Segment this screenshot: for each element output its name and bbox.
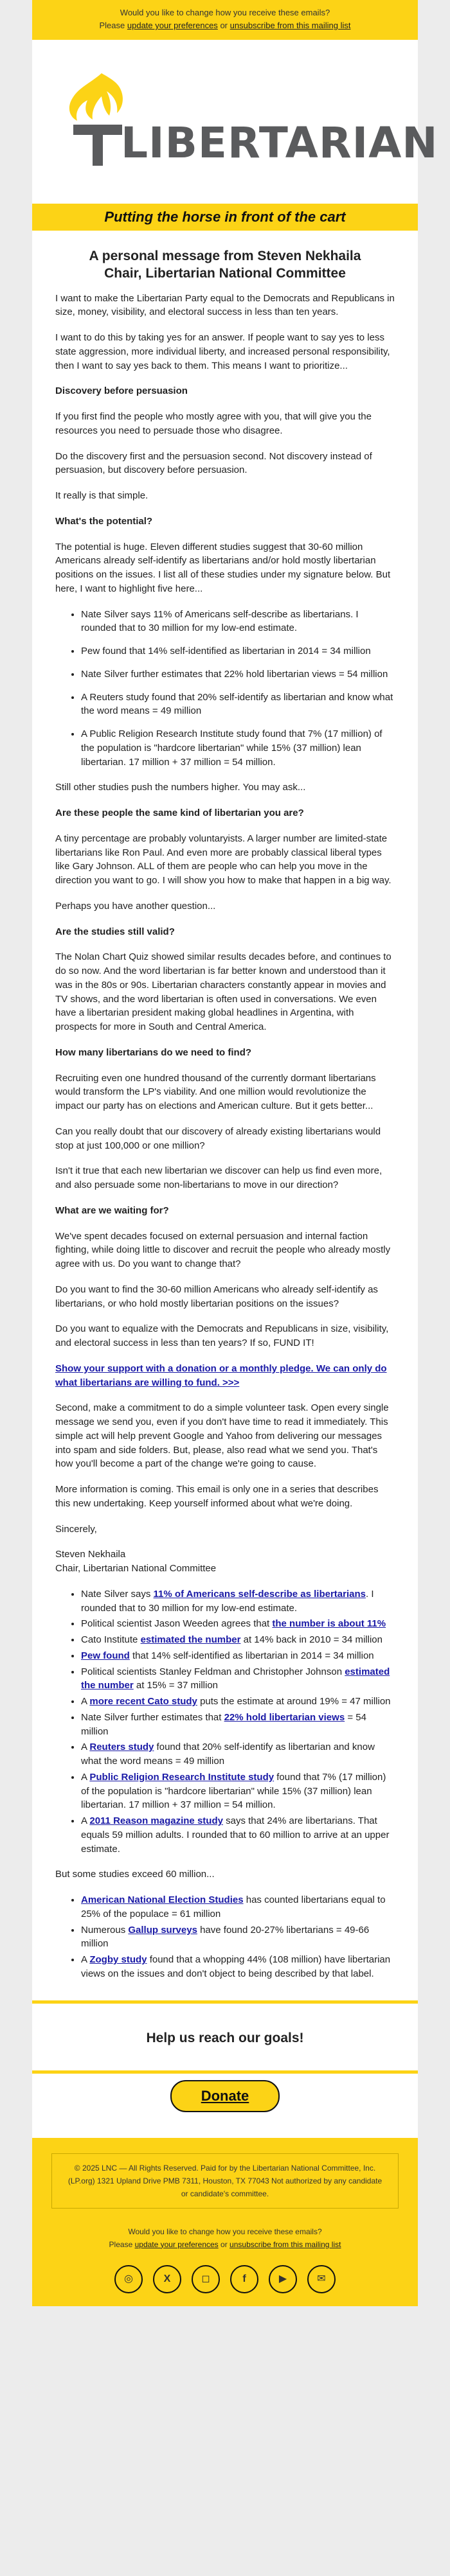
paragraph: Perhaps you have another question... bbox=[55, 900, 216, 912]
instagram-icon[interactable]: ◻ bbox=[192, 2265, 220, 2293]
study-source-link[interactable]: more recent Cato study bbox=[89, 1696, 197, 1707]
study-item: • Nate Silver further estimates that 22% hold libertarian views = 54 million bbox=[81, 1711, 395, 1739]
footer-preferences-question: Would you like to change how you receive these emails? bbox=[128, 2227, 322, 2236]
highlight-study-list bbox=[55, 608, 395, 770]
study-item: • A Public Religion Research Institute study found that 7% (17 million) of the population is "hardcore libertarian" while 15% (37 million) lean libertarian. 17 million + 37 million = 54 million. bbox=[81, 1770, 395, 1812]
paragraph: If you first find the people who mostly agree with you, that will give you the resources you need to persuade those who disagree. bbox=[55, 411, 372, 436]
paragraph: I want to make the Libertarian Party equal to the Democrats and Republicans in size, money, visibility, and electoral success in less than ten years. bbox=[55, 292, 395, 318]
email-container bbox=[32, 0, 438, 2306]
section-heading: Are the studies still valid? bbox=[55, 926, 175, 937]
section-heading: How many libertarians do we need to find? bbox=[55, 1046, 252, 1058]
footer-unsubscribe-link[interactable]: unsubscribe from this mailing list bbox=[230, 2239, 341, 2249]
signature bbox=[55, 1548, 395, 1576]
x-icon[interactable]: X bbox=[153, 2265, 181, 2293]
study-source-link[interactable]: 11% of Americans self-describe as libertarians bbox=[153, 1588, 366, 1600]
studies-list-exceed bbox=[55, 1893, 395, 1981]
facebook-icon[interactable]: f bbox=[230, 2265, 258, 2293]
paragraph: The potential is huge. Eleven different studies suggest that 30-60 million Americans already self-identify as libertarians and/or hold mostly libertarian positions on the issues. I list all of these studies under my signature below. But here, I want to highlight five here... bbox=[55, 541, 391, 594]
section-heading: What's the potential? bbox=[55, 515, 153, 527]
list-item: • A Public Religion Research Institute study found that 7% (17 million) of the population is "hardcore libertarian" while 15% (37 million) lean libertarian. 17 million + 37 million = 54 million. bbox=[81, 727, 395, 769]
study-item: • American National Election Studies has counted libertarians equal to 25% of the populace = 61 million bbox=[81, 1893, 395, 1921]
signature-title: Chair, Libertarian National Committee bbox=[55, 1563, 217, 1575]
section-heading: Discovery before persuasion bbox=[55, 385, 188, 397]
donate-section bbox=[32, 2070, 418, 2138]
paragraph: The Nolan Chart Quiz showed similar results decades before, and continues to do so now. And the word libertarian is far better known and understood than it was in the 80s or 90s. Libertarian characters constantly appear in movies and TV shows, and the word libertarian is often used in conversations. We even have a libertarian president making global headlines in Argentina, with prospects for more in South and Central America. bbox=[55, 951, 392, 1033]
footer: © 2025 LNC — All Rights Reserved. Paid for by the Libertarian National Committee, Inc. (LP.org) 1321 Upland Drive PMB 7311, Houston, TX 77043 Not authorized by any candidate or candidate's committee. Would you like to change how you receive these emails? Please update your preferences or unsubscribe from this mailing list ◎ X ◻ f ▶ ✉ bbox=[32, 2138, 418, 2306]
top-preferences-bar: Would you like to change how you receive these emails? Please update your preferences or unsubscribe from this mailing list bbox=[32, 0, 418, 40]
paragraph: A tiny percentage are probably voluntaryists. A larger number are limited-state libertarians like Ron Paul. And even more are probably classical liberal types like Gary Johnson. ALL of them are people who can help you move in the direction you want to go. I will show you how to make that happen in a big way. bbox=[55, 833, 392, 887]
paragraph: Do you want to equalize with the Democrats and Republicans in size, visibility, and electoral success in less than ten years? If so, FUND IT! bbox=[55, 1323, 389, 1349]
paragraph: Second, make a commitment to do a simple volunteer task. Open every single message we send you, even if you don't have time to read it immediately. This simple act will help prevent Google and Yahoo from delivering our messages into spam and side folders. But, please, also read what we send you. That's how you'll become a part of the change we're going to cause. bbox=[55, 1402, 389, 1470]
study-source-link[interactable]: American National Election Studies bbox=[81, 1894, 244, 1906]
paragraph: Recruiting even one hundred thousand of the currently dormant libertarians would transform the LP's viability. And one million would revolutionize the impact our party has on elections and American culture. But it gets better... bbox=[55, 1072, 376, 1112]
torch-logo-icon bbox=[64, 71, 129, 167]
study-item: • A more recent Cato study puts the estimate at around 19% = 47 million bbox=[81, 1695, 395, 1709]
paragraph: Isn't it true that each new libertarian we discover can help us find even more, and also persuade some non-libertarians to move in our direction? bbox=[55, 1165, 382, 1191]
paragraph: Still other studies push the numbers higher. You may ask... bbox=[55, 782, 306, 793]
paragraph: We've spent decades focused on external persuasion and internal faction fighting, while doing little to discover and recruit the people who already mostly agree with us. Do you want to change that? bbox=[55, 1230, 391, 1270]
paragraph: It really is that simple. bbox=[55, 490, 148, 502]
paragraph: Do you want to find the 30-60 million Americans who already self-identify as libertarians, or who hold mostly libertarian positions on the issues? bbox=[55, 1284, 378, 1309]
globe-icon[interactable]: ◎ bbox=[114, 2265, 143, 2293]
top-preferences-question: Would you like to change how you receive these emails? bbox=[120, 8, 330, 17]
study-source-link[interactable]: Reuters study bbox=[89, 1742, 154, 1753]
study-source-link[interactable]: 22% hold libertarian views bbox=[224, 1711, 345, 1723]
update-preferences-link[interactable]: update your preferences bbox=[127, 21, 218, 30]
study-item: • Numerous Gallup surveys have found 20-27% libertarians = 49-66 million bbox=[81, 1923, 395, 1952]
donate-button[interactable]: Donate bbox=[170, 2080, 280, 2112]
headline-banner: Putting the horse in front of the cart bbox=[32, 204, 418, 231]
study-source-link[interactable]: estimated the number bbox=[140, 1634, 241, 1646]
study-source-link[interactable]: Zogby study bbox=[89, 1954, 147, 1966]
list-item: • Pew found that 14% self-identified as libertarian in 2014 = 34 million bbox=[81, 644, 395, 658]
closing: Sincerely, bbox=[55, 1523, 97, 1535]
study-item: • A Reuters study found that 20% self-identify as libertarian and know what the word means = 49 million bbox=[81, 1740, 395, 1769]
section-heading: Are these people the same kind of libertarian you are? bbox=[55, 807, 304, 819]
letter-title: A personal message from Steven Nekhaila Chair, Libertarian National Committee bbox=[89, 249, 361, 281]
signature-name: Steven Nekhaila bbox=[55, 1549, 126, 1560]
help-heading: Help us reach our goals! bbox=[146, 2030, 304, 2045]
donation-cta-link[interactable]: Show your support with a donation or a monthly pledge. We can only do what libertarians are willing to fund. >>> bbox=[55, 1363, 387, 1388]
study-item: • Cato Institute estimated the number at 14% back in 2010 = 34 million bbox=[81, 1633, 395, 1647]
study-item: • Political scientists Stanley Feldman and Christopher Johnson estimated the number at 15% = 37 million bbox=[81, 1665, 395, 1693]
footer-update-preferences-link[interactable]: update your preferences bbox=[134, 2239, 219, 2249]
study-source-link[interactable]: Pew found bbox=[81, 1650, 130, 1661]
footer-copyright: © 2025 LNC — All Rights Reserved. Paid for by the Libertarian National Committee, Inc. (LP.org) 1321 Upland Drive PMB 7311, Houston, TX 77043 Not authorized by any candidate or candidate's committee. bbox=[51, 2153, 399, 2209]
list-item: • Nate Silver says 11% of Americans self-describe as libertarians. I rounded that to 30 million for my low-end estimate. bbox=[81, 608, 395, 636]
list-item: • Nate Silver further estimates that 22% hold libertarian views = 54 million bbox=[81, 667, 395, 682]
paragraph: Can you really doubt that our discovery of already existing libertarians would stop at just 100,000 or one million? bbox=[55, 1125, 381, 1151]
email-icon[interactable]: ✉ bbox=[307, 2265, 336, 2293]
study-source-link[interactable]: Gallup surveys bbox=[128, 1924, 197, 1936]
study-item: • Pew found that 14% self-identified as libertarian in 2014 = 34 million bbox=[81, 1649, 395, 1663]
youtube-icon[interactable]: ▶ bbox=[269, 2265, 297, 2293]
studies-list bbox=[55, 1587, 395, 1857]
study-source-link[interactable]: Public Religion Research Institute study bbox=[89, 1771, 274, 1783]
paragraph: More information is coming. This email is only one in a series that describes this new undertaking. Keep yourself informed about what we're doing. bbox=[55, 1484, 379, 1509]
study-source-link[interactable]: the number is about 11% bbox=[272, 1618, 386, 1630]
study-item: • A 2011 Reason magazine study says that 24% are libertarians. That equals 59 million adults. I rounded that to 60 million to arrive at an upper estimate. bbox=[81, 1814, 395, 1856]
study-source-link[interactable]: 2011 Reason magazine study bbox=[89, 1815, 223, 1827]
unsubscribe-link[interactable]: unsubscribe from this mailing list bbox=[230, 21, 351, 30]
letter-body bbox=[32, 247, 418, 1981]
paragraph: But some studies exceed 60 million... bbox=[55, 1869, 215, 1880]
brand-wordmark: LIBERTARIAN bbox=[121, 118, 438, 168]
study-item: • Nate Silver says 11% of Americans self-describe as libertarians. I rounded that to 30 million for my low-end estimate. bbox=[81, 1587, 395, 1616]
social-links bbox=[45, 2265, 405, 2293]
section-heading: What are we waiting for? bbox=[55, 1204, 169, 1216]
paragraph: Do the discovery first and the persuasion second. Not discovery instead of persuasion, but discovery before persuasion. bbox=[55, 450, 372, 476]
study-item: • A Zogby study found that a whopping 44% (108 million) have libertarian views on the issues and don't object to being described by that label. bbox=[81, 1953, 395, 1981]
study-item: • Political scientist Jason Weeden agrees that the number is about 11% bbox=[81, 1617, 395, 1631]
paragraph: I want to do this by taking yes for an answer. If people want to say yes to less state aggression, more individual liberty, and increased personal responsibility, then I want to say yes back to them. This means I want to prioritize... bbox=[55, 332, 390, 371]
study-source-link[interactable]: estimated the number bbox=[81, 1666, 390, 1691]
logo-area bbox=[32, 40, 438, 181]
list-item: • A Reuters study found that 20% self-identify as libertarian and know what the word means = 49 million bbox=[81, 691, 395, 719]
